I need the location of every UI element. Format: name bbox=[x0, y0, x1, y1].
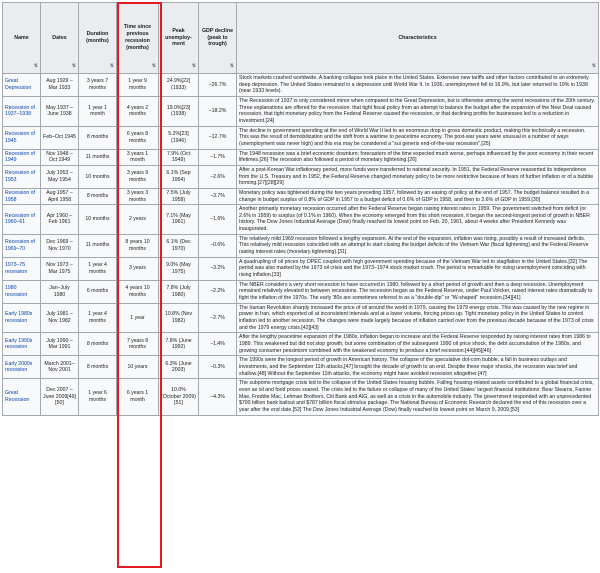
dates-text: Jan–July 1980 bbox=[49, 285, 70, 298]
dates-cell bbox=[41, 234, 79, 257]
table-row bbox=[3, 126, 599, 149]
sort-icon[interactable]: ⇅ bbox=[229, 62, 234, 69]
table-row bbox=[3, 96, 599, 126]
characteristics-text: After the lengthy peacetime expansion of the 1980s, inflation began to increase and the Federal Reserve responded by raising interest rates from 1986 to 1989. This weakened but did not stop growth, but some combination of the subsequent 1990 oil price shock, the debt accumulation of the 1980s, and growing consumer pessimism combined with the weakened economy to produce a brief recession.[44][45][46] bbox=[239, 334, 591, 354]
sort-icon[interactable]: ⇅ bbox=[71, 62, 76, 69]
time-since-cell bbox=[117, 303, 159, 333]
peak-unemployment-text: 7.8% (June 1992) bbox=[165, 337, 192, 351]
duration-text: 8 months bbox=[86, 193, 109, 200]
duration-cell bbox=[79, 234, 117, 257]
gdp-decline-cell bbox=[199, 165, 237, 188]
recession-name-cell bbox=[3, 356, 41, 379]
dates-text: Dec 1969 – Nov 1970 bbox=[46, 239, 73, 252]
gdp-decline-text: −2.2% bbox=[210, 288, 225, 295]
time-since-text: 4 years 10 months bbox=[125, 285, 150, 298]
duration-cell bbox=[79, 280, 117, 303]
peak-unemployment-text: 10.0% (October 2009)[51] bbox=[161, 386, 196, 407]
sort-icon[interactable]: ⇅ bbox=[151, 62, 156, 69]
table-row bbox=[3, 379, 599, 415]
dates-cell bbox=[41, 303, 79, 333]
header-row bbox=[3, 3, 599, 74]
dates-text: July 1990 – Mar 1991 bbox=[46, 337, 73, 351]
characteristics-text: After a post-Korean War inflationary period, more funds were transferred to national security. In 1951, the Federal Reserve reasserted its independence from the U.S. Treasury and in 1952, the Federal Reserve changed monetary policy to be more restrictive because of fears of further inflation or of a bubble forming.[27][28][29] bbox=[239, 166, 594, 187]
recession-name-cell bbox=[3, 280, 41, 303]
time-since-text: 2 years bbox=[128, 216, 146, 223]
characteristics-cell bbox=[237, 234, 599, 257]
recession-name-cell bbox=[3, 188, 41, 204]
time-since-text: 3 years 1 month bbox=[126, 150, 149, 164]
gdp-decline-cell bbox=[199, 280, 237, 303]
dates-cell bbox=[41, 96, 79, 126]
duration-text: 10 months bbox=[85, 216, 110, 223]
peak-unemployment-cell bbox=[159, 303, 199, 333]
duration-cell bbox=[79, 333, 117, 356]
gdp-decline-text: −2.7% bbox=[210, 314, 225, 321]
table-row bbox=[3, 257, 599, 280]
recession-name-cell bbox=[3, 379, 41, 415]
recession-name-link[interactable]: Recession of 1937–1938 bbox=[5, 104, 35, 118]
gdp-decline-cell bbox=[199, 257, 237, 280]
dates-cell bbox=[41, 165, 79, 188]
characteristics-text: The subprime mortgage crisis led to the collapse of the United States housing bubble. Falling housing-related assets contributed to a global financial crisis, even as oil and food prices soared. The crisis led to the failure or collapse of many of the United States' largest financial institutions: Bear Stearns, Fannie Mae, Freddie Mac, Lehman Brothers, Citi Bank and AIG, as well as a crisis in the automobile industry. The government responded with an unprecedented $700 billion bank bailout and $787 billion fiscal stimulus package. The National Bureau of Economic Research declared the end of this recession over a year after the end date.[52] The Dow Jones Industrial Average (Dow) finally reached its lowest point on March 9, 2009.[53] bbox=[239, 380, 594, 413]
recession-name-link[interactable]: Recession of 1960–61 bbox=[5, 212, 35, 226]
header-label: Dates bbox=[52, 34, 67, 41]
time-since-cell bbox=[117, 205, 159, 235]
characteristics-text: A quadrupling of oil prices by OPEC coupled with high government spending because of the Vietnam War led to stagflation in the United States.[32] The period was also marked by the 1973 oil crisis and the 1973–1974 stock market crash. The period is remarkable for rising unemployment coinciding with rising inflation.[33] bbox=[239, 258, 588, 279]
table-row bbox=[3, 234, 599, 257]
peak-unemployment-cell bbox=[159, 333, 199, 356]
dates-text: Nov 1948 – Oct 1949 bbox=[46, 150, 73, 164]
duration-text: 1 year 1 month bbox=[88, 104, 107, 118]
characteristics-cell bbox=[237, 126, 599, 149]
col-time-since-header[interactable] bbox=[117, 3, 159, 74]
duration-text: 11 months bbox=[85, 153, 110, 160]
characteristics-cell bbox=[237, 74, 599, 97]
time-since-text: 7 years 8 months bbox=[126, 337, 149, 351]
table-body bbox=[3, 74, 599, 416]
recession-name-link[interactable]: Early 1980s recession bbox=[5, 311, 33, 324]
characteristics-cell bbox=[237, 257, 599, 280]
peak-unemployment-cell bbox=[159, 126, 199, 149]
sort-icon[interactable]: ⇅ bbox=[591, 62, 596, 69]
dates-text: March 2001– Nov 2001 bbox=[44, 360, 75, 374]
recession-name-link[interactable]: Recession of 1969–70 bbox=[5, 239, 35, 252]
dates-text: Aug 1957 – April 1958 bbox=[46, 189, 73, 203]
gdp-decline-cell bbox=[199, 333, 237, 356]
dates-text: Nov 1973 – Mar 1975 bbox=[46, 262, 73, 275]
characteristics-text: Another primarily monetary recession occurred after the Federal Reserve began raising interest rates in 1959. The government switched from deficit (or 2.6% in 1959) to surplus (of 0.1% in 1960). When the economy emerged from this short recession, it began the second-longest period of growth in NBER history. The Dow Jones Industrial Average (Dow) finally reached its lowest point on Feb. 20, 1961, about 4 weeks after President Kennedy was inaugurated. bbox=[239, 206, 590, 233]
peak-unemployment-cell bbox=[159, 74, 199, 97]
characteristics-text: The decline in government spending at the end of World War II led to an enormous drop in gross domestic product, making this technically a recession. This was the result of demobilization and the shift from a wartime to peacetime economy. The post-war years were unusual in a number of ways (unemployment was never high) and this era may be considered a "sui generis end-of-the-war recession".[25] bbox=[239, 127, 586, 147]
time-since-text: 6 years 1 month bbox=[126, 390, 149, 403]
time-since-cell bbox=[117, 257, 159, 280]
sort-icon[interactable]: ⇅ bbox=[33, 62, 38, 69]
dates-cell bbox=[41, 188, 79, 204]
time-since-text: 3 years 9 months bbox=[126, 170, 149, 183]
peak-unemployment-text: 7.8% (July 1980) bbox=[166, 285, 191, 298]
characteristics-text: Monetary policy was tightened during the two years preceding 1957, followed by an easing of policy at the end of 1957. The budget balance resulted in a change in budget surplus of 0.8% of GDP in 1957 to a budget deficit of 0.6% of GDP in 1958, and then to 2.6% of GDP in 1959.[30] bbox=[239, 189, 590, 203]
table-row bbox=[3, 74, 599, 97]
dates-text: Aug 1929 – Mar 1933 bbox=[46, 78, 73, 91]
characteristics-cell bbox=[237, 188, 599, 204]
gdp-decline-cell bbox=[199, 188, 237, 204]
recession-name-cell bbox=[3, 96, 41, 126]
peak-unemployment-text: 6.1% (Sep 1954) bbox=[166, 170, 191, 183]
gdp-decline-cell bbox=[199, 126, 237, 149]
duration-text: 3 years 7 months bbox=[86, 78, 109, 91]
duration-cell bbox=[79, 205, 117, 235]
gdp-decline-cell bbox=[199, 356, 237, 379]
dates-cell bbox=[41, 126, 79, 149]
gdp-decline-cell bbox=[199, 234, 237, 257]
gdp-decline-cell bbox=[199, 379, 237, 415]
gdp-decline-cell bbox=[199, 96, 237, 126]
characteristics-text: The 1990s were the longest period of growth in American history. The collapse of the speculative dot-com bubble, a fall in business outlays and investments, and the September 11th attacks,[47] brought the decade of growth to an end. Despite these major shocks, the recession was brief and shallow.[48] Without the September 11th attacks, the economy might have avoided recession altogether.[47] bbox=[239, 357, 578, 377]
gdp-decline-cell bbox=[199, 303, 237, 333]
peak-unemployment-text: 7.5% (July 1958) bbox=[166, 189, 191, 203]
duration-text: 11 months bbox=[85, 242, 110, 249]
characteristics-text: The 1948 recession was a brief economic downturn; forecasters of the time expected much worse, perhaps influenced by the poor economy in their recent lifetimes.[26] The recession also followed a period of monetary tightening.[26] bbox=[239, 150, 594, 164]
dates-text: Dec 2007 – June 2009[49][50] bbox=[43, 386, 76, 407]
peak-unemployment-cell bbox=[159, 234, 199, 257]
characteristics-text: The relatively mild 1969 recession followed a lengthy expansion. At the end of the expansion, inflation was rising, possibly a result of increased deficits. This relatively mild recession coincided with an attempt to start closing the budget deficits of the Vietnam War (fiscal tightening) and the Federal Reserve raising interest rates (monetary tightening).[31] bbox=[239, 235, 589, 256]
header-label: GDP decline (peak to trough) bbox=[201, 27, 234, 48]
header-label: Characteristics bbox=[398, 34, 437, 41]
peak-unemployment-cell bbox=[159, 280, 199, 303]
peak-unemployment-text: 7.1% (May 1961) bbox=[166, 212, 191, 226]
time-since-text: 3 years 3 months bbox=[126, 189, 149, 203]
dates-cell bbox=[41, 333, 79, 356]
time-since-text: 1 year bbox=[130, 314, 145, 321]
recession-name-cell bbox=[3, 303, 41, 333]
gdp-decline-text: −3.7% bbox=[210, 193, 225, 200]
recession-name-cell bbox=[3, 126, 41, 149]
gdp-decline-text: −1.7% bbox=[210, 153, 225, 160]
gdp-decline-cell bbox=[199, 149, 237, 165]
dates-cell bbox=[41, 257, 79, 280]
table-row bbox=[3, 303, 599, 333]
peak-unemployment-cell bbox=[159, 257, 199, 280]
recession-name-link[interactable]: Great Depression bbox=[5, 78, 32, 91]
characteristics-cell bbox=[237, 205, 599, 235]
sort-icon[interactable]: ⇅ bbox=[109, 62, 114, 69]
peak-unemployment-cell bbox=[159, 149, 199, 165]
time-since-cell bbox=[117, 126, 159, 149]
header-label: Duration (months) bbox=[86, 31, 109, 44]
recession-name-cell bbox=[3, 205, 41, 235]
peak-unemployment-cell bbox=[159, 188, 199, 204]
recession-name-cell bbox=[3, 257, 41, 280]
gdp-decline-cell bbox=[199, 205, 237, 235]
recession-name-link[interactable]: Early 1990s recession bbox=[5, 337, 33, 351]
gdp-decline-text: −2.6% bbox=[210, 173, 225, 180]
recession-name-link[interactable]: Great Recession bbox=[5, 390, 30, 403]
peak-unemployment-cell bbox=[159, 165, 199, 188]
characteristics-cell bbox=[237, 165, 599, 188]
col-characteristics-header[interactable] bbox=[237, 3, 599, 74]
gdp-decline-text: −0.3% bbox=[210, 363, 225, 370]
gdp-decline-text: −1.4% bbox=[210, 340, 225, 347]
table-row bbox=[3, 205, 599, 235]
table-row bbox=[3, 188, 599, 204]
time-since-text: 10 years bbox=[127, 363, 148, 370]
peak-unemployment-text: 5.2%[23] (1946) bbox=[168, 130, 189, 144]
peak-unemployment-text: 10.8% (Nov 1982) bbox=[164, 311, 193, 324]
recession-name-cell bbox=[3, 149, 41, 165]
time-since-cell bbox=[117, 96, 159, 126]
duration-text: 6 months bbox=[86, 288, 109, 295]
gdp-decline-text: −12.7% bbox=[208, 134, 227, 141]
peak-unemployment-text: 9.0% (May 1975) bbox=[166, 262, 191, 275]
recessions-table bbox=[2, 2, 599, 416]
recession-name-link[interactable]: Recession of 1958 bbox=[5, 189, 35, 203]
characteristics-cell bbox=[237, 303, 599, 333]
recession-name-link[interactable]: 1973–75 recession bbox=[5, 262, 28, 275]
time-since-text: 1 year 9 months bbox=[128, 78, 147, 91]
duration-cell bbox=[79, 165, 117, 188]
col-gdp-decline-header[interactable] bbox=[199, 3, 237, 74]
characteristics-cell bbox=[237, 96, 599, 126]
recession-name-cell bbox=[3, 74, 41, 97]
duration-text: 1 year 4 months bbox=[88, 262, 107, 275]
duration-text: 1 year 4 months bbox=[88, 311, 107, 324]
gdp-decline-text: −3.2% bbox=[210, 265, 225, 272]
duration-text: 10 months bbox=[85, 173, 110, 180]
recession-name-link[interactable]: Recession of 1945 bbox=[5, 130, 35, 144]
dates-cell bbox=[41, 280, 79, 303]
time-since-cell bbox=[117, 234, 159, 257]
time-since-cell bbox=[117, 188, 159, 204]
duration-cell bbox=[79, 356, 117, 379]
header-label: Peak unemployment bbox=[165, 27, 192, 48]
dates-cell bbox=[41, 379, 79, 415]
duration-text: 8 months bbox=[86, 363, 109, 370]
duration-cell bbox=[79, 303, 117, 333]
duration-text: 1 year 6 months bbox=[88, 390, 107, 403]
table-row bbox=[3, 280, 599, 303]
duration-cell bbox=[79, 379, 117, 415]
peak-unemployment-cell bbox=[159, 356, 199, 379]
sort-icon[interactable]: ⇅ bbox=[191, 62, 196, 69]
col-dates-header[interactable] bbox=[41, 3, 79, 74]
gdp-decline-text: −18.2% bbox=[208, 107, 227, 114]
peak-unemployment-text: 24.9%[22] (1933) bbox=[166, 78, 191, 91]
duration-text: 8 months bbox=[86, 134, 109, 141]
time-since-cell bbox=[117, 165, 159, 188]
gdp-decline-text: −0.6% bbox=[210, 242, 225, 249]
table-row bbox=[3, 165, 599, 188]
dates-text: Feb–Oct 1945 bbox=[43, 134, 76, 141]
dates-cell bbox=[41, 356, 79, 379]
table-row bbox=[3, 149, 599, 165]
gdp-decline-text: −4.3% bbox=[210, 393, 225, 400]
recession-name-cell bbox=[3, 165, 41, 188]
peak-unemployment-text: 7.9% (Oct 1949) bbox=[166, 150, 191, 164]
recession-name-cell bbox=[3, 333, 41, 356]
dates-cell bbox=[41, 74, 79, 97]
characteristics-text: The Recession of 1937 is only considered minor when compared to the Great Depression, but is otherwise among the worst recessions of the 20th century. Three explanations are offered for the recession: that tight fiscal policy from an attempt to balance the budget after the expansion of the New Deal caused recession, that tight monetary policy from the Federal Reserve caused the recession, or that declining profits for businesses led to a reduction in investment.[24] bbox=[239, 97, 596, 124]
characteristics-text: The Iranian Revolution sharply increased the price of oil around the world in 1979, causing the 1979 energy crisis. This was caused by the new regime in power in Iran, which exported oil at inconsistent intervals and at a lower volume, forcing prices up. Tight monetary policy in the United States to control inflation led to another recession. The changes were made largely because of inflation carried over from the previous decade because of the 1973 oil crisis and the 1979 energy crisis.[42][43] bbox=[239, 304, 594, 331]
table-row bbox=[3, 333, 599, 356]
duration-cell bbox=[79, 96, 117, 126]
gdp-decline-text: −26.7% bbox=[208, 81, 227, 88]
peak-unemployment-cell bbox=[159, 379, 199, 415]
duration-cell bbox=[79, 149, 117, 165]
duration-cell bbox=[79, 188, 117, 204]
peak-unemployment-cell bbox=[159, 205, 199, 235]
col-duration-header[interactable] bbox=[79, 3, 117, 74]
recession-name-link[interactable]: Recession of 1949 bbox=[5, 150, 35, 164]
peak-unemployment-text: 19.0%[23] (1938) bbox=[166, 104, 191, 118]
dates-text: July 1953 – May 1954 bbox=[46, 170, 73, 183]
recessions-table-container bbox=[2, 2, 598, 416]
time-since-cell bbox=[117, 280, 159, 303]
time-since-text: 8 years 10 months bbox=[125, 239, 150, 252]
time-since-text: 4 years 2 months bbox=[126, 104, 149, 118]
time-since-cell bbox=[117, 379, 159, 415]
characteristics-cell bbox=[237, 379, 599, 415]
gdp-decline-cell bbox=[199, 74, 237, 97]
gdp-decline-text: −1.6% bbox=[210, 216, 225, 223]
duration-text: 8 months bbox=[86, 340, 109, 347]
recession-name-link[interactable]: 1980 recession bbox=[5, 285, 28, 298]
col-name-header[interactable] bbox=[3, 3, 41, 74]
duration-cell bbox=[79, 126, 117, 149]
characteristics-cell bbox=[237, 149, 599, 165]
time-since-cell bbox=[117, 74, 159, 97]
peak-unemployment-cell bbox=[159, 96, 199, 126]
recession-name-cell bbox=[3, 234, 41, 257]
time-since-cell bbox=[117, 149, 159, 165]
characteristics-text: The NBER considers a very short recession to have occurred in 1980, followed by a short period of growth and then a deep recession. Unemployment remained relatively elevated in between recessions. The recession began as the Federal Reserve, under Paul Volcker, raised interest rates dramatically to fight the inflation of the 1970s. The early '80s are sometimes referred to as a "double-dip" or "W-shaped" recession.[34][41] bbox=[239, 281, 593, 302]
dates-cell bbox=[41, 149, 79, 165]
time-since-cell bbox=[117, 333, 159, 356]
dates-text: May 1937 – June 1938 bbox=[45, 104, 74, 118]
header-label: Name bbox=[14, 34, 29, 41]
recession-name-link[interactable]: Recession of 1953 bbox=[5, 170, 35, 183]
characteristics-cell bbox=[237, 333, 599, 356]
time-since-text: 6 years 8 months bbox=[126, 130, 149, 144]
time-since-cell bbox=[117, 356, 159, 379]
header-label: Time since previous recession (months) bbox=[123, 24, 152, 51]
dates-text: Apr 1960 – Feb 1961 bbox=[46, 212, 73, 226]
duration-cell bbox=[79, 257, 117, 280]
peak-unemployment-text: 6.1% (Dec 1970) bbox=[166, 239, 191, 252]
table-row bbox=[3, 356, 599, 379]
col-peak-unemployment-header[interactable] bbox=[159, 3, 199, 74]
dates-text: July 1981 – Nov 1982 bbox=[46, 311, 73, 324]
characteristics-text: Stock markets crashed worldwide. A banking collapse took place in the United States. Extensive new tariffs and other factors contributed to an extremely deep depression. The United States remained in a depression until World War II. In 1936, unemployment fell to 16.9%, but later returned to 19% in 1938 (near 1933 levels). bbox=[239, 75, 589, 95]
time-since-text: 3 years bbox=[128, 265, 146, 272]
characteristics-cell bbox=[237, 280, 599, 303]
recession-name-link[interactable]: Early 2000s recession bbox=[5, 360, 33, 374]
dates-cell bbox=[41, 205, 79, 235]
peak-unemployment-text: 6.3% (June 2003) bbox=[165, 360, 192, 374]
characteristics-cell bbox=[237, 356, 599, 379]
duration-cell bbox=[79, 74, 117, 97]
